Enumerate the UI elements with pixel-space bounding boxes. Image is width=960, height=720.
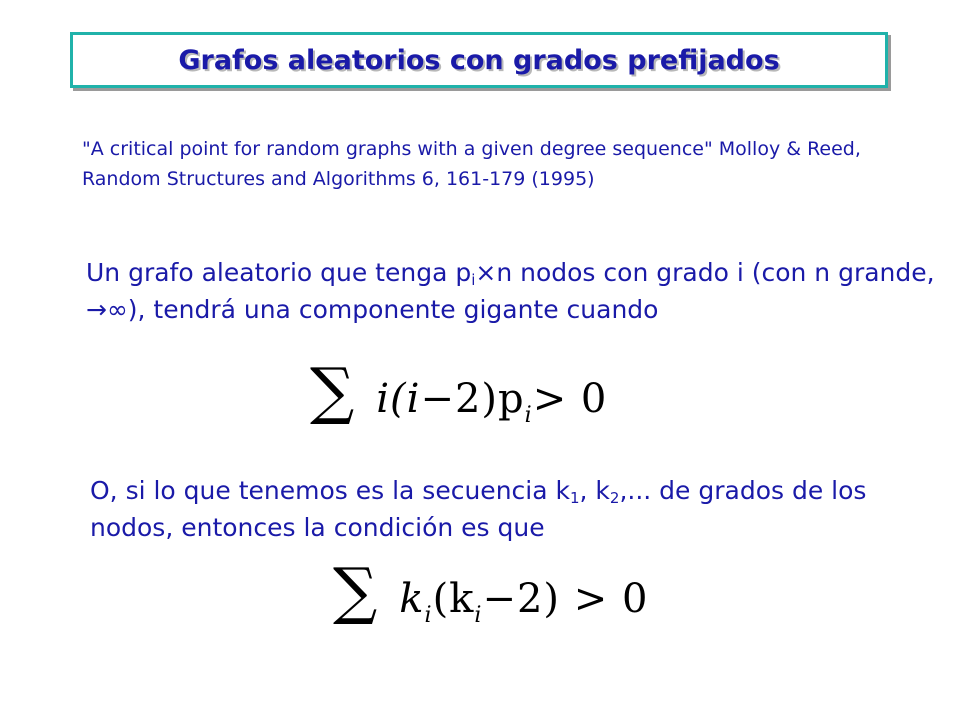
formula2-part-a: k bbox=[399, 576, 425, 622]
slide-title: Grafos aleatorios con grados prefijados bbox=[178, 44, 780, 76]
para1-before: Un grafo aleatorio que tenga p bbox=[86, 258, 472, 287]
formula2-sub1: i bbox=[424, 603, 433, 628]
formula1-subscript: i bbox=[524, 403, 533, 428]
title-box bbox=[70, 32, 888, 88]
citation-text: "A critical point for random graphs with a given degree sequence" Molloy & Reed, Random Structures and Algorithms 6, 161-179 (1995) bbox=[82, 138, 861, 190]
formula1-part-c: > 0 bbox=[532, 376, 608, 422]
formula1-part-b: −2)p bbox=[420, 376, 525, 422]
para1-subscript: i bbox=[471, 271, 476, 289]
formula1-expression bbox=[376, 376, 608, 428]
paragraph-degree-sequence bbox=[90, 472, 950, 546]
summation-symbol: ∑ bbox=[310, 354, 355, 427]
para2-sub2: 2 bbox=[609, 489, 620, 507]
para2-before: O, si lo que tenemos es la secuencia k bbox=[90, 476, 570, 505]
formula2-part-b: (k bbox=[432, 576, 475, 622]
formula2-sub2: i bbox=[474, 603, 483, 628]
para2-mid: , k bbox=[579, 476, 610, 505]
summation-symbol: ∑ bbox=[333, 554, 378, 627]
formula-condition-pi bbox=[310, 354, 608, 428]
formula2-part-c: −2) > 0 bbox=[482, 576, 649, 622]
para1-after: ×n nodos con grado i (con n grande, →∞), tendrá una componente gigante cuando bbox=[86, 258, 935, 324]
formula1-part-a: i(i bbox=[376, 376, 421, 422]
paragraph-giant-component bbox=[86, 254, 946, 328]
para2-after: ,... de grados de los nodos, entonces la condición es que bbox=[90, 476, 867, 542]
formula2-expression bbox=[399, 576, 649, 628]
para2-sub1: 1 bbox=[569, 489, 580, 507]
formula-condition-ki bbox=[333, 554, 649, 628]
